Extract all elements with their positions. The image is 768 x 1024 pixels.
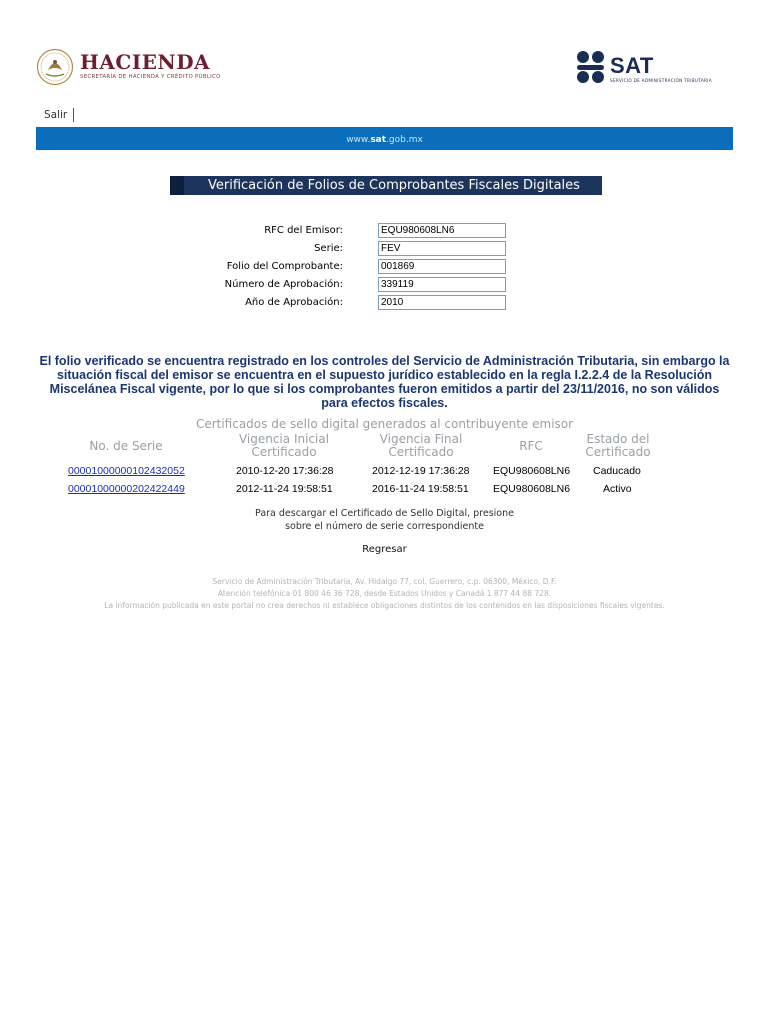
status-notice: El folio verificado se encuentra registrado en los controles del Servicio de Administración Tributaria, sin embargo la situación fiscal del emisor se encuentra en el supuesto jurídico establecido en la regla I.2.2.4 de la Resolución Miscelánea Fiscal vigente, por lo que si los comprobantes fueron emitidos a partir del 23/11/2016, no son válidos para efectos fiscales. (39, 354, 730, 410)
site-url[interactable] (346, 135, 423, 145)
footer-phone: Atención telefónica 01 800 46 36 728, desde Estados Unidos y Canadá 1 877 44 88 728. (217, 589, 552, 598)
serie-field[interactable] (378, 241, 506, 256)
header-vigencia-final-2: Certificado (388, 445, 454, 459)
download-instructions (36, 507, 733, 533)
rfc-field[interactable] (378, 223, 506, 238)
download-instructions-2: sobre el número de serie correspondiente (285, 521, 484, 532)
site-url-bar (36, 127, 733, 150)
estado-cell: Activo (603, 483, 632, 495)
vigencia-inicial-cell: 2010-12-20 17:36:28 (236, 465, 334, 477)
folio-label: Folio del Comprobante: (226, 261, 343, 272)
header-estado-2: Certificado (585, 445, 651, 459)
header-serie: No. de Serie (89, 439, 163, 453)
header-vigencia-inicial-2: Certificado (251, 445, 317, 459)
hacienda-title: HACIENDA (80, 50, 211, 74)
serial-link[interactable]: 00001000000102432052 (68, 465, 185, 477)
header-estado-1: Estado del (586, 432, 650, 446)
form-row-rfc (150, 223, 550, 239)
hacienda-logo (36, 48, 236, 88)
form-row-folio (150, 259, 550, 275)
header-rfc: RFC (519, 439, 543, 453)
vigencia-final-cell: 2012-12-19 17:36:28 (372, 465, 470, 477)
hacienda-subtitle: SECRETARÍA DE HACIENDA Y CRÉDITO PÚBLICO (80, 74, 221, 80)
footer-address: Servicio de Administración Tributaria, Av. Hidalgo 77, col. Guerrero, c.p. 06300, México, D.F. (212, 577, 557, 586)
numero-field[interactable] (378, 277, 506, 292)
serial-link[interactable]: 00001000000202422449 (68, 483, 185, 495)
folio-field[interactable] (378, 259, 506, 274)
form-row-serie (150, 241, 550, 257)
banner-edge (170, 176, 184, 195)
rfc-cell: EQU980608LN6 (493, 483, 571, 495)
form-row-anio (150, 295, 550, 311)
header-vigencia-inicial-1: Vigencia Inicial (238, 432, 330, 446)
site-url-prefix: www. (346, 135, 371, 145)
vigencia-final-cell: 2016-11-24 19:58:51 (372, 483, 469, 495)
footer-disclaimer: La información publicada en este portal no crea derechos ni establece obligaciones distintos de los contenidos en las disposiciones fiscales vigentes. (104, 601, 665, 610)
regresar-button[interactable] (36, 544, 733, 555)
serie-label: Serie: (314, 243, 343, 254)
rfc-cell: EQU980608LN6 (493, 465, 571, 477)
sat-logo (575, 50, 735, 86)
regresar-label[interactable]: Regresar (362, 544, 407, 555)
certificates-title: Certificados de sello digital generados al contribuyente emisor (195, 417, 574, 431)
header-vigencia-final (357, 433, 485, 459)
numero-label: Número de Aprobación: (224, 279, 343, 290)
form-row-numero (150, 277, 550, 293)
rfc-label: RFC del Emisor: (264, 225, 343, 236)
site-url-bold: sat (370, 135, 387, 145)
header-vigencia-final-1: Vigencia Final (379, 432, 463, 446)
salir-link[interactable]: Salir (44, 108, 74, 122)
sat-title: SAT (610, 53, 654, 78)
table-row (0, 465, 768, 481)
anio-field[interactable] (378, 295, 506, 310)
page-title-banner (170, 176, 602, 195)
header-estado (575, 433, 661, 459)
download-instructions-1: Para descargar el Certificado de Sello Digital, presione (255, 508, 514, 519)
estado-cell: Caducado (593, 465, 641, 477)
sat-subtitle: SERVICIO DE ADMINISTRACIÓN TRIBUTARIA (610, 78, 712, 83)
page-title: Verificación de Folios de Comprobantes Fiscales Digitales (208, 178, 580, 193)
table-row (0, 483, 768, 499)
vigencia-inicial-cell: 2012-11-24 19:58:51 (236, 483, 333, 495)
mexico-seal-icon (36, 48, 74, 86)
site-url-suffix: .gob.mx (386, 135, 423, 145)
anio-label: Año de Aprobación: (245, 297, 343, 308)
footer (36, 576, 733, 612)
header-vigencia-inicial (220, 433, 348, 459)
sat-mark-icon (575, 50, 607, 84)
